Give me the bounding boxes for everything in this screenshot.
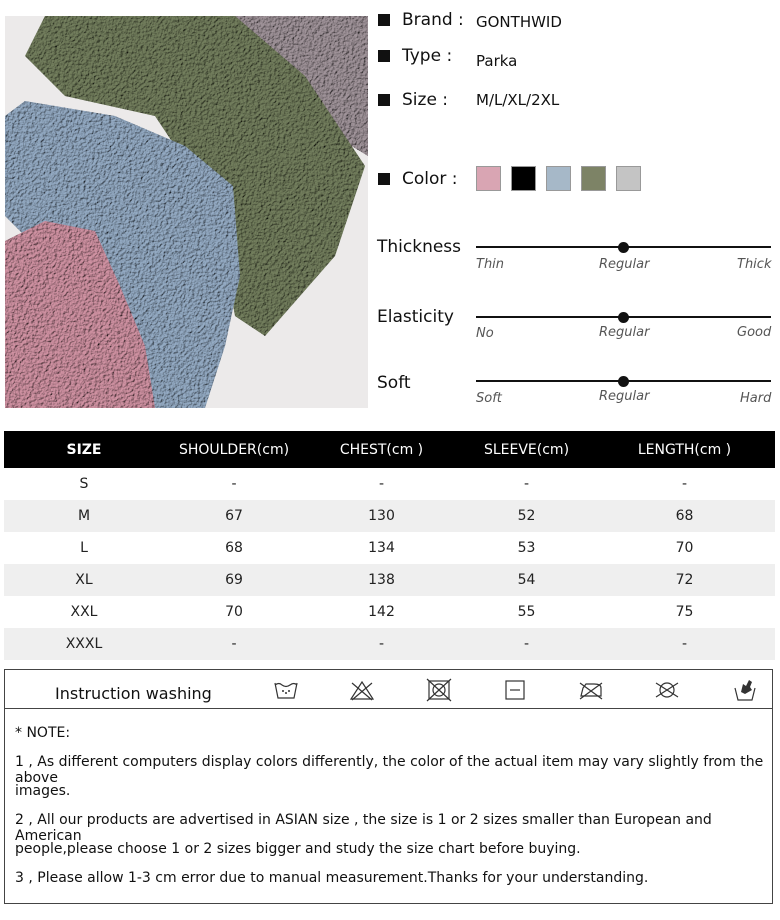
- scale-mid-label: Regular: [599, 389, 650, 404]
- cell: 69: [164, 564, 304, 596]
- cell: -: [231, 476, 237, 492]
- cell: -: [378, 476, 385, 492]
- note-line: 2 , All our products are advertised in ASIAN size , the size is 1 or 2 sizes smaller than European and American: [15, 812, 712, 844]
- table-row: [4, 500, 775, 532]
- note-line: 1 , As different computers display colors differently, the color of the actual item may vary slightly from the above: [15, 754, 764, 786]
- table-header-row: [4, 431, 775, 468]
- color-swatch-grey[interactable]: [616, 166, 641, 191]
- bullet-square-icon: [378, 173, 390, 185]
- header-sleeve: SLEEVE(cm): [459, 431, 594, 468]
- scale-title: Elasticity: [377, 307, 454, 327]
- cell: XL: [4, 564, 164, 596]
- brand-value: GONTHWID: [476, 13, 562, 31]
- color-swatch-black[interactable]: [511, 166, 536, 191]
- spec-color: Color :: [378, 169, 458, 189]
- bullet-square-icon: [378, 14, 390, 26]
- header-chest: CHEST(cm ): [304, 431, 459, 468]
- scale-left-label: No: [476, 326, 494, 341]
- table-row: [4, 532, 775, 564]
- scale-right-label: Hard: [740, 391, 772, 406]
- table-row: [4, 468, 775, 500]
- cell: 52: [459, 500, 594, 532]
- table-row: [4, 564, 775, 596]
- scale-title: Soft: [377, 373, 411, 393]
- cell: 70: [675, 540, 694, 556]
- header-length: LENGTH(cm ): [594, 431, 775, 468]
- color-swatch-green[interactable]: [581, 166, 606, 191]
- spec-type: Type :: [378, 46, 452, 66]
- spec-size: Size :: [378, 90, 448, 110]
- note-line: 3 , Please allow 1-3 cm error due to manual measurement.Thanks for your understanding.: [15, 870, 649, 886]
- scale-right-label: Thick: [737, 257, 772, 272]
- table-row: [4, 596, 775, 628]
- no-dry-clean-icon: [654, 678, 680, 702]
- color-swatch-blue[interactable]: [546, 166, 571, 191]
- cell: 68: [225, 540, 243, 556]
- dry-flat-icon: [502, 678, 528, 702]
- note-line: people,please choose 1 or 2 sizes bigger and study the size chart before buying.: [15, 841, 581, 857]
- scale-marker: [618, 312, 629, 323]
- cell: L: [80, 540, 88, 556]
- cell: 138: [304, 564, 459, 596]
- cell: M: [4, 500, 164, 532]
- cell: S: [79, 476, 89, 492]
- washing-instructions: [4, 669, 773, 709]
- scale-left-label: Thin: [476, 257, 505, 272]
- scale-marker: [618, 376, 629, 387]
- bullet-square-icon: [378, 94, 390, 106]
- cell: XXXL: [4, 628, 164, 660]
- notes-box: [4, 709, 773, 904]
- scale-mid-label: Regular: [599, 257, 650, 272]
- note-heading: * NOTE:: [15, 725, 71, 741]
- cell: 72: [594, 564, 775, 596]
- iron-low-icon: [578, 678, 604, 702]
- cell: 134: [368, 540, 395, 556]
- scale-mid-label: Regular: [599, 325, 650, 340]
- product-photo: [5, 16, 368, 408]
- spec-brand: Brand :: [378, 10, 464, 30]
- cell: 70: [225, 604, 243, 620]
- cell: -: [594, 628, 775, 660]
- scale-marker: [618, 242, 629, 253]
- scale-right-label: Good: [737, 325, 772, 340]
- wash-30-icon: [273, 678, 299, 702]
- no-bleach-icon: [349, 678, 375, 702]
- washing-title: Instruction washing: [55, 684, 212, 703]
- cell: -: [459, 628, 594, 660]
- cell: -: [304, 628, 459, 660]
- cell: 75: [675, 604, 694, 620]
- header-shoulder: SHOULDER(cm): [164, 431, 304, 468]
- cell: 130: [304, 500, 459, 532]
- cell: 54: [459, 564, 594, 596]
- cell: 67: [164, 500, 304, 532]
- cell: -: [164, 628, 304, 660]
- type-value: Parka: [476, 52, 518, 70]
- note-line: images.: [15, 783, 71, 799]
- cell: -: [523, 476, 530, 492]
- color-swatch-pink[interactable]: [476, 166, 501, 191]
- cell: 55: [517, 604, 536, 620]
- cell: 53: [517, 540, 536, 556]
- bullet-square-icon: [378, 50, 390, 62]
- size-value: M/L/XL/2XL: [476, 91, 560, 109]
- scale-left-label: Soft: [476, 391, 502, 406]
- cell: 142: [368, 604, 395, 620]
- cell: XXL: [70, 604, 98, 620]
- header-size: SIZE: [4, 431, 164, 468]
- hand-wash-icon: [732, 678, 758, 702]
- no-tumble-dry-icon: [426, 678, 452, 702]
- cell: -: [681, 476, 688, 492]
- cell: 68: [594, 500, 775, 532]
- size-chart-table: [4, 431, 775, 660]
- fleece-sleeves-image: [5, 16, 368, 408]
- table-row: [4, 628, 775, 660]
- scale-title: Thickness: [377, 237, 462, 257]
